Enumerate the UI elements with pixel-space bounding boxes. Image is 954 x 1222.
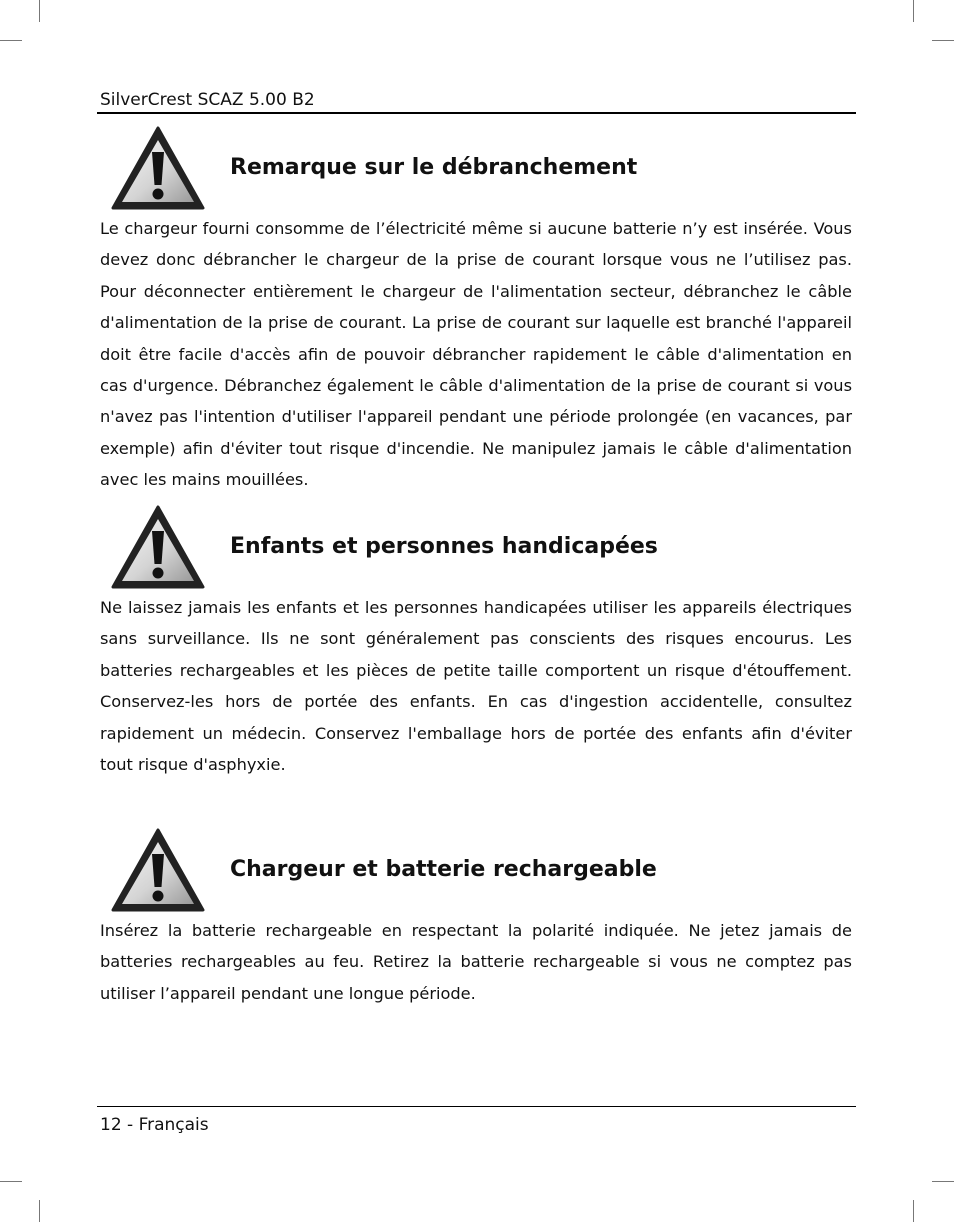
crop-mark [913,1200,914,1222]
crop-mark [932,1181,954,1182]
warning-triangle-icon [110,827,206,913]
crop-mark [932,40,954,41]
section-title: Chargeur et batterie rechargeable [230,857,657,882]
section-title: Remarque sur le débranchement [230,155,638,180]
header-divider [97,112,856,114]
section-body: Le chargeur fourni consomme de l’électricité même si aucune batterie n’y est insérée. Vous devez donc débrancher le chargeur de la prise de courant lorsque vous ne l’utilisez pas. Pour déconnecter entièrement le chargeur de l'alimentation secteur, débranchez le câble d'alimentation de la prise de courant. La prise de courant sur laquelle est branché l'appareil doit être facile d'accès afin de pouvoir débrancher rapidement le câble d'alimentation en cas d'urgence. Débranchez également le câble d'alimentation de la prise de courant si vous n'avez pas l'intention d'utiliser l'appareil pendant une période prolongée (en vacances, par exemple) afin d'éviter tout risque d'incendie. Ne manipulez jamais le câble d'alimentation avec les mains mouillées. [100,219,852,490]
header-product: SilverCrest SCAZ 5.00 B2 [100,90,315,110]
footer-divider [97,1106,856,1107]
warning-triangle-icon [110,504,206,590]
crop-mark [39,0,40,22]
warning-triangle-icon [110,125,206,211]
crop-mark [913,0,914,22]
crop-mark [0,1181,22,1182]
section-body: Insérez la batterie rechargeable en respectant la polarité indiquée. Ne jetez jamais de batteries rechargeables au feu. Retirez la batterie rechargeable si vous ne comptez pas utiliser l’appareil pendant une longue période. [100,921,852,1003]
crop-mark [0,40,22,41]
crop-mark [39,1200,40,1222]
section-body: Ne laissez jamais les enfants et les personnes handicapées utiliser les appareils électriques sans surveillance. Ils ne sont généralement pas conscients des risques encourus. Les batteries rechargeables et les pièces de petite taille comportent un risque d'étouffement. Conservez-les hors de portée des enfants. En cas d'ingestion accidentelle, consultez rapidement un médecin. Conservez l'emballage hors de portée des enfants afin d'éviter tout risque d'asphyxie. [100,598,852,775]
page-number: 12 - Français [100,1115,209,1135]
section-title: Enfants et personnes handicapées [230,534,658,559]
